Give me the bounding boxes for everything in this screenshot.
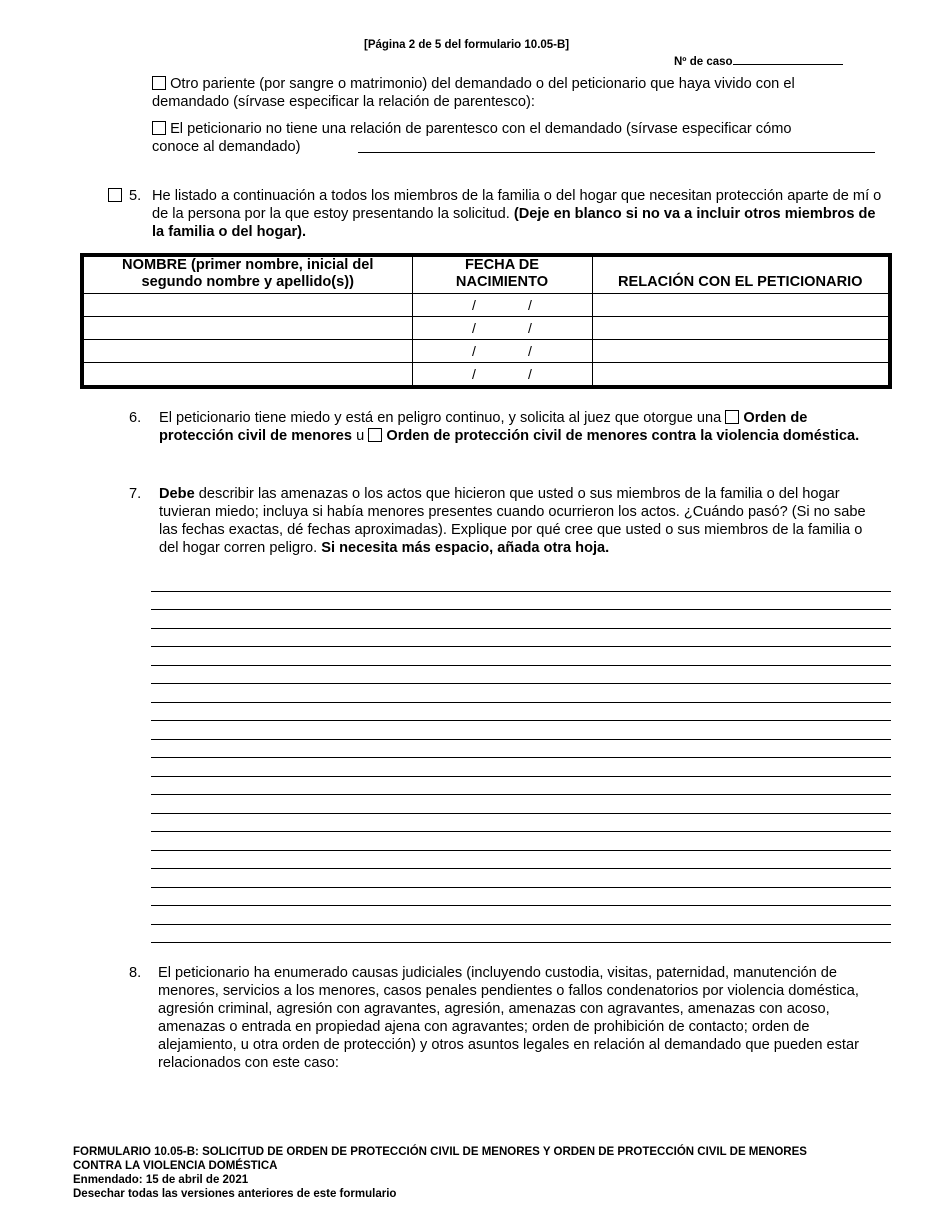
no-relation-answer-line[interactable] <box>358 152 875 153</box>
writing-line[interactable] <box>151 776 891 777</box>
col-name-header: NOMBRE (primer nombre, inicial del segundo nombre y apellido(s)) <box>82 255 412 294</box>
option-other-relative <box>152 75 872 111</box>
option-b-label: Orden de protección civil de menores contra la violencia doméstica. <box>386 428 860 444</box>
item5-instruction: (Deje en blanco si no va a incluir otros miembros de la familia o del hogar). <box>152 206 876 240</box>
footer-discard-note: Desechar todas las versiones anteriores de este formulario <box>73 1188 397 1200</box>
table-row <box>82 363 890 388</box>
date-sep: / <box>472 343 476 359</box>
date-sep: / <box>472 320 476 336</box>
footer <box>73 1145 933 1201</box>
item7-tail: Si necesita más espacio, añada otra hoja. <box>321 540 610 556</box>
dob-cell[interactable] <box>412 317 592 340</box>
date-sep: / <box>472 366 476 382</box>
name-cell[interactable] <box>82 340 412 363</box>
writing-line[interactable] <box>151 739 891 740</box>
writing-line[interactable] <box>151 646 891 647</box>
item8-text: El peticionario ha enumerado causas judiciales (incluyendo custodia, visitas, paternidad, manutención de menores, servicios a los menores, casos penales pendientes o fallos condenatorios por violencia doméstica, agresión criminal, agresión con agravantes, agresión, amenazas con agravantes, amenazas con acoso, amenazas o entrada en propiedad ajena con agravantes; orden de prohibición de contacto; orden de alejamiento, u otra orden de protección) y otros asuntos legales en relación al demandado que pueden estar relacionados con este caso: <box>158 965 859 1071</box>
item7-text <box>159 485 884 557</box>
date-sep: / <box>528 366 532 382</box>
dob-cell[interactable] <box>412 363 592 388</box>
writing-line[interactable] <box>151 794 891 795</box>
writing-line[interactable] <box>151 720 891 721</box>
relation-cell[interactable] <box>592 317 890 340</box>
col-relation-header: RELACIÓN CON EL PETICIONARIO <box>592 255 890 294</box>
option-no-relation <box>152 120 892 156</box>
writing-line[interactable] <box>151 757 891 758</box>
item6-conj: u <box>356 428 365 444</box>
case-number-field[interactable] <box>674 54 843 68</box>
no-relation-text-2: conoce al demandado) <box>152 139 301 155</box>
item6-number: 6. <box>129 410 142 426</box>
table-row <box>82 294 890 317</box>
item6-body: El peticionario tiene miedo y está en peligro continuo, y solicita al juez que otorgue una <box>159 410 722 426</box>
relation-cell[interactable] <box>592 363 890 388</box>
option-a-checkbox[interactable] <box>725 410 739 424</box>
item5-checkbox-wrap <box>108 188 122 204</box>
name-cell[interactable] <box>82 317 412 340</box>
item7-lead: Debe <box>159 486 195 502</box>
dob-cell[interactable] <box>412 294 592 317</box>
name-cell[interactable] <box>82 363 412 388</box>
writing-line[interactable] <box>151 702 891 703</box>
relation-cell[interactable] <box>592 340 890 363</box>
option-b-checkbox[interactable] <box>368 428 382 442</box>
dob-cell[interactable] <box>412 340 592 363</box>
item5-checkbox[interactable] <box>108 188 122 202</box>
writing-line[interactable] <box>151 942 891 943</box>
relation-cell[interactable] <box>592 294 890 317</box>
no-relation-text: El peticionario no tiene una relación de parentesco con el demandado (sírvase especificar cómo <box>170 121 792 137</box>
writing-line[interactable] <box>151 924 891 925</box>
writing-line[interactable] <box>151 813 891 814</box>
date-sep: / <box>472 297 476 313</box>
footer-amended: Enmendado: 15 de abril de 2021 <box>73 1174 249 1186</box>
writing-line[interactable] <box>151 683 891 684</box>
table-row <box>82 340 890 363</box>
writing-line[interactable] <box>151 831 891 832</box>
name-cell[interactable] <box>82 294 412 317</box>
other-relative-text: Otro pariente (por sangre o matrimonio) del demandado o del peticionario que haya vivido con el demandado (sírvase especificar la relación de parentesco): <box>152 76 795 110</box>
other-relative-checkbox[interactable] <box>152 76 166 90</box>
family-members-table <box>80 253 892 389</box>
item8-number: 8. <box>129 965 142 981</box>
date-sep: / <box>528 343 532 359</box>
item7-number: 7. <box>129 486 142 502</box>
footer-form-title: FORMULARIO 10.05-B: SOLICITUD DE ORDEN DE PROTECCIÓN CIVIL DE MENORES Y ORDEN DE PROTECCIÓN CIVIL DE MENORES <box>73 1146 807 1158</box>
footer-form-title-2: CONTRA LA VIOLENCIA DOMÉSTICA <box>73 1160 278 1172</box>
no-relation-checkbox[interactable] <box>152 121 166 135</box>
page-number-label: [Página 2 de 5 del formulario 10.05-B] <box>364 39 570 51</box>
case-number-label: Nº de caso <box>674 56 733 68</box>
writing-line[interactable] <box>151 887 891 888</box>
writing-line[interactable] <box>151 850 891 851</box>
date-sep: / <box>528 297 532 313</box>
col-dob-header: FECHA DE NACIMIENTO <box>412 255 592 294</box>
case-number-blank[interactable] <box>733 54 843 65</box>
item7-body: describir las amenazas o los actos que hicieron que usted o sus miembros de la familia o del hogar tuvieran miedo; incluya si había menores presentes cuando ocurrieron los actos. ¿Cuándo pasó? (Si no sabe las fechas exactas, dé fechas aproximadas). Explique por qué cree que usted o sus miembros de la familia o del hogar corren peligro. <box>159 486 866 556</box>
item5-body: He listado a continuación a todos los miembros de la familia o del hogar que necesitan protección aparte de mí o de la persona por la que estoy presentando la solicitud. <box>152 188 882 222</box>
item5-text <box>152 187 882 241</box>
writing-line[interactable] <box>151 905 891 906</box>
writing-line[interactable] <box>151 628 891 629</box>
item5-number: 5. <box>129 188 142 204</box>
date-sep: / <box>528 320 532 336</box>
table-row <box>82 317 890 340</box>
writing-line[interactable] <box>151 609 891 610</box>
option-a-label: Orden de protección civil de menores <box>159 410 808 444</box>
item6-text <box>159 409 879 445</box>
writing-line[interactable] <box>151 868 891 869</box>
writing-line[interactable] <box>151 591 891 592</box>
writing-line[interactable] <box>151 665 891 666</box>
